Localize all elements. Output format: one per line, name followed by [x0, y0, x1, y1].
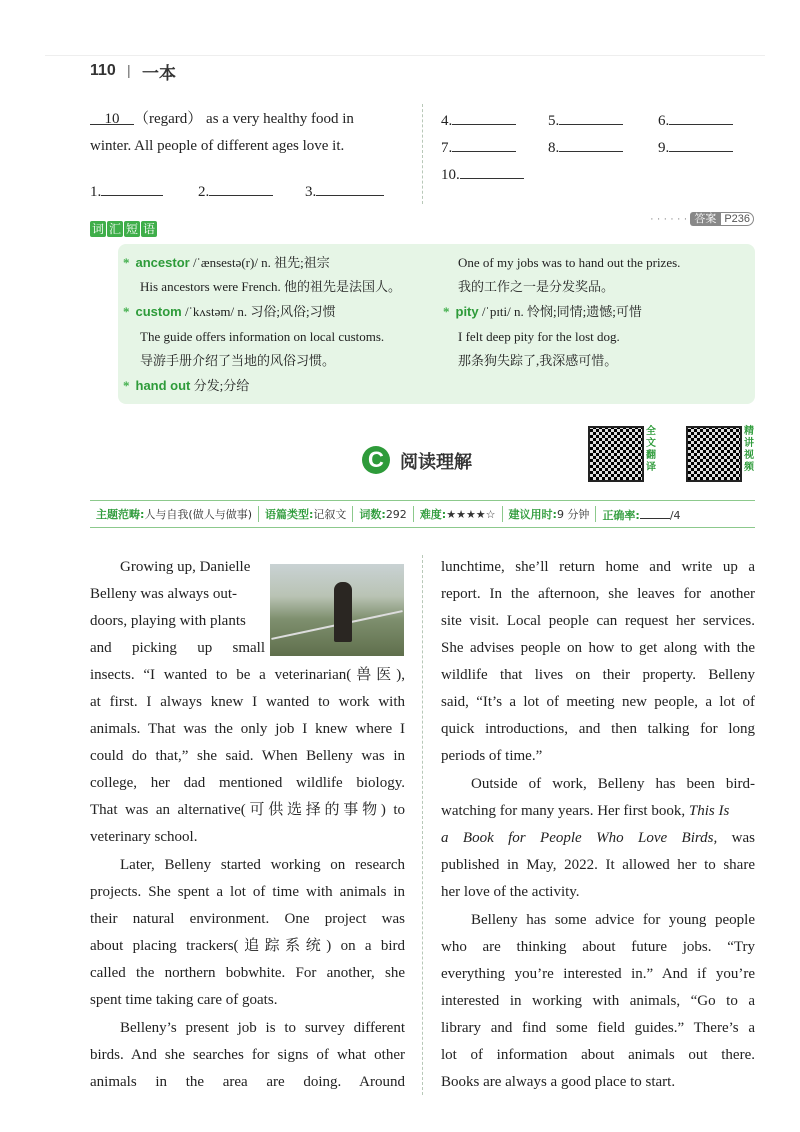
- answer-page: P236: [720, 212, 754, 226]
- passage-left-line: animals. That was the only job I knew where I: [90, 721, 405, 737]
- vocab-example-ancestor: His ancestors were French. 他的祖先是法国人。: [140, 279, 402, 294]
- passage-right-line: wildlife that lives on their property. Belleny: [441, 667, 755, 683]
- info-word-count: 词数:292: [353, 506, 413, 522]
- info-accuracy: 正确率: /4: [596, 506, 686, 523]
- qr-code-video[interactable]: [686, 426, 742, 482]
- top-rule: [45, 55, 765, 56]
- passage-right-line: library and find some field guides.” There’s a: [441, 1020, 755, 1036]
- reading-section-icon: C: [362, 446, 390, 474]
- book-title-part-1: This Is: [688, 803, 730, 819]
- passage-left-line: Later, Belleny started working on research: [120, 857, 405, 873]
- vocab-example-hand-out-zh: 我的工作之一是分发奖品。: [458, 279, 615, 294]
- book-title-part-2: a Book for People Who Love Birds,: [441, 830, 718, 846]
- vocab-example-pity-en: I felt deep pity for the lost dog.: [458, 329, 620, 344]
- passage-left-line: veterinary school.: [90, 829, 198, 845]
- passage-right-line: site visit. Local people can request her services.: [441, 613, 755, 629]
- qr-code-translation[interactable]: [588, 426, 644, 482]
- passage-left-line: Growing up, Danielle: [120, 559, 251, 575]
- answer-blank-2[interactable]: 2.: [198, 177, 273, 206]
- passage-left-line: their natural environment. One project was: [90, 911, 405, 927]
- cloze-line-1-text: （regard） as a very healthy food in: [134, 111, 354, 127]
- answer-blank-5[interactable]: 5.: [548, 106, 623, 135]
- passage-right-line: said, “It’s a lot of meeting new people, a lot of: [441, 694, 755, 710]
- passage-right-line: report. In the afternoon, she leaves for another: [441, 586, 755, 602]
- passage-left-line: Belleny was always out-: [90, 586, 238, 602]
- passage-right-line: Outside of work, Belleny has been bird-: [471, 776, 755, 792]
- answer-blank-1[interactable]: 1.: [90, 177, 163, 206]
- vocab-example-custom-en: The guide offers information on local customs.: [140, 329, 385, 344]
- passage-right-line: lunchtime, she’ll return home and write up a: [441, 559, 755, 575]
- passage-left-line: called the northern bobwhite. For another, she: [90, 965, 405, 981]
- column-divider-passage: [422, 555, 423, 1095]
- vocab-entry-ancestor: * ancestor /ˈænsestə(r)/ n. 祖先;祖宗: [123, 255, 330, 270]
- passage-right-line: published in May, 2022. It allowed her to share: [441, 857, 755, 873]
- vocab-entry-custom: * custom /ˈkʌstəm/ n. 习俗;风俗;习惯: [123, 304, 336, 319]
- passage-right-line: interested in working with animals, “Go to a: [441, 993, 755, 1009]
- passage-right-line: periods of time.”: [441, 748, 543, 764]
- vocab-example-hand-out-en: One of my jobs was to hand out the prizes.: [458, 255, 681, 270]
- info-difficulty: 难度:★★★★☆: [414, 506, 503, 522]
- passage-left-line: projects. She spent a lot of time with animals in: [90, 884, 405, 900]
- passage-left-line: birds. And she searches for signs of what other: [90, 1047, 405, 1063]
- vocab-entry-pity: * pity /ˈpɪti/ n. 怜悯;同情;遗憾;可惜: [443, 304, 642, 319]
- cloze-line-1: [90, 106, 410, 133]
- passage-right-line: who are thinking about future jobs. “Try: [441, 939, 755, 955]
- qr-video-label: 精 讲 视 频: [744, 426, 754, 473]
- passage-left-line: doors, playing with plants: [90, 613, 246, 629]
- header-separator: |: [127, 62, 131, 78]
- passage-left-line: about placing trackers(追踪系统) on a bird: [90, 938, 405, 954]
- answer-blank-4[interactable]: 4.: [441, 106, 516, 135]
- answer-blank-3[interactable]: 3.: [305, 177, 384, 206]
- passage-right-line: everything you’re interested in.” And if you’re: [441, 966, 755, 982]
- answer-blank-9[interactable]: 9.: [658, 133, 733, 162]
- dots: · · · · · ·: [650, 213, 688, 225]
- info-time: 建议用时:9 分钟: [503, 506, 597, 522]
- passage-info-bar: [90, 500, 755, 528]
- passage-right-line: a Book for People Who Love Birds, was: [441, 830, 755, 846]
- passage-left-line: insects. “I wanted to be a veterinarian(兽医),: [90, 667, 405, 683]
- passage-left-line: That was an alternative(可供选择的事物) to: [90, 802, 405, 818]
- answer-blank-7[interactable]: 7.: [441, 133, 516, 162]
- passage-left-line: spent time taking care of goats.: [90, 992, 278, 1008]
- passage-photo: [270, 564, 404, 656]
- passage-right-line: Belleny has some advice for young people: [471, 912, 755, 928]
- column-divider-top: [422, 104, 423, 204]
- cloze-line-2: winter. All people of different ages love it.: [90, 138, 345, 154]
- passage-right-line: Books are always a good place to start.: [441, 1074, 676, 1090]
- passage-left-line: college, her dad mentioned wildlife biology.: [90, 775, 405, 791]
- passage-right-line: quick introductions, and then talking for long: [441, 721, 755, 737]
- page-number: 110: [90, 62, 116, 79]
- vocab-section-title: 词 汇 短 语: [91, 222, 155, 236]
- passage-right-line: She advises people on how to get along with the: [441, 640, 755, 656]
- vocab-example-custom-zh: 导游手册介绍了当地的风俗习惯。: [140, 353, 336, 368]
- passage-left-line: could do that,” she said. When Belleny was in: [90, 748, 405, 764]
- vocab-entry-hand-out: * hand out 分发;分给: [123, 378, 250, 393]
- passage-right-line: her love of the activity.: [441, 884, 580, 900]
- blank-10-answer: 10: [90, 106, 134, 125]
- answer-page-reference: [650, 210, 754, 226]
- passage-left-line: Belleny’s present job is to survey different: [120, 1020, 405, 1036]
- answer-tag: 答案: [690, 212, 720, 226]
- passage-left-line: animals in the area are doing. Around: [90, 1074, 405, 1090]
- reading-section-title: 阅读理解: [400, 452, 472, 473]
- passage-right-line: watching for many years. Her first book, This Is: [441, 803, 730, 819]
- answer-blank-6[interactable]: 6.: [658, 106, 733, 135]
- passage-right-line: lot of information about animals out there.: [441, 1047, 755, 1063]
- passage-left-line: at first. I always knew I wanted to work with: [90, 694, 405, 710]
- qr-translation-label: 全 文 翻 译: [646, 426, 656, 473]
- passage-left-line: and picking up small: [90, 640, 265, 656]
- answer-blank-10[interactable]: 10.: [441, 160, 524, 189]
- info-theme: 主题范畴:人与自我(做人与做事): [90, 506, 259, 522]
- brand-logo: 一本: [142, 64, 176, 84]
- answer-blank-8[interactable]: 8.: [548, 133, 623, 162]
- vocab-example-pity-zh: 那条狗失踪了,我深感可惜。: [458, 353, 618, 368]
- info-genre: 语篇类型:记叙文: [259, 506, 353, 522]
